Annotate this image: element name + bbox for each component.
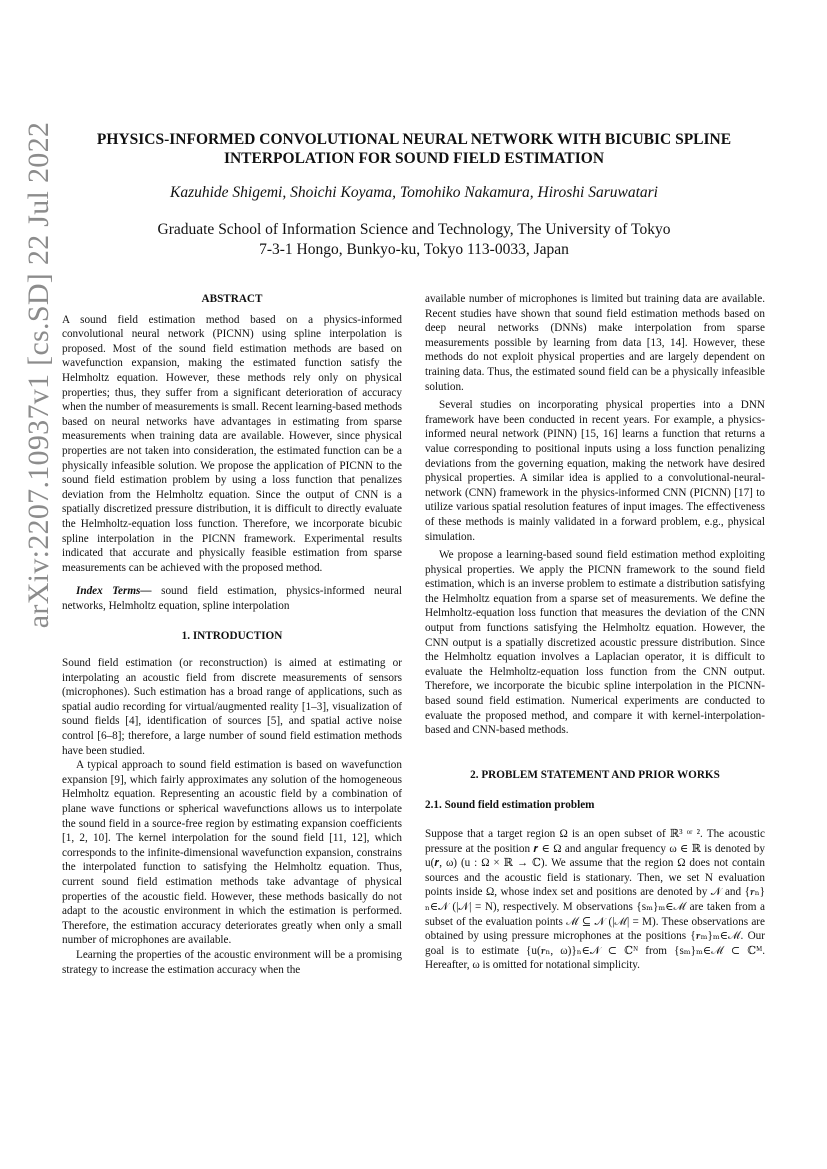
right-column [425,292,765,973]
subsection-2-1-heading: 2.1. Sound field estimation problem [425,799,595,812]
intro-paragraph-4: Several studies on incorporating physical properties into a DNN framework have been conducted in recent years. For example, a physics-informed neural network (PINN) [15, 16] learns a function that returns a value corresponding to positional inputs using a loss function penalizing deviations from the governing equation, making the network have desired physical properties. A similar idea is applied to a convolutional-neural-network (CNN) framework in the physics-informed CNN (PICNN) [17] to utilize various spatial resolution features of input images. The effectiveness of these methods is mainly validated in a forward problem, e.g., physical simulation. [425,399,765,543]
index-terms-label: Index Terms— [76,585,152,598]
intro-paragraph-5: We propose a learning-based sound field estimation method exploiting physical properties. We apply the PICNN framework to the sound field estimation, which is an inverse problem to estimate a distribution satisfying the Helmholtz equation from a sparse set of measurements. We define the Helmholtz-equation loss function that measures the deviation of the CNN output from functions satisfying the Helmholtz equation. However, the CNN output is a spatially discretized acoustic pressure distribution. Since the Helmholtz equation involves a Laplacian operator, it is difficult to evaluate the Helmholtz-equation loss function from the CNN output. Therefore, we incorporate the bicubic spline interpolation in the PICNN-based sound field estimation. Numerical experiments are conducted to evaluate the proposed method, and compare it with kernel-interpolation-based and CNN-based methods. [425,549,765,737]
index-terms [62,584,402,613]
intro-paragraph-3-continued: available number of microphones is limited but training data are available. Recent studies have shown that sound field estimation methods based on deep neural networks (DNNs) make interpolation from sparse measurements possible by learning from data [13, 14]. However, these methods do not exploit physical properties and are largely dependent on training data. Thus, the estimated sound field can be a physically infeasible solution. [425,293,765,393]
intro-paragraph-2: A typical approach to sound field estimation is based on wavefunction expansion [9], which fairly approximates any solution of the homogeneous Helmholtz equation. Representing an acoustic field by a combination of plane wave functions or spherical wavefunctions allows us to interpolate the sound field in a source-free region by estimating expansion coefficients [1, 2, 10]. The kernel interpolation for the sound field [11, 12], which corresponds to the infinite-dimensional wavefunction expansion, constrains the interpolated function to satisfying the Helmholtz equation. Thus, current sound field estimation methods take advantage of physical properties of the acoustic field. However, these methods basically do not adapt to the acoustic environment in which the estimation is performed. Therefore, the estimation accuracy deteriorates greatly when only a small number of microphones are available. [62,759,402,947]
paper-title [62,130,766,168]
authors: Kazuhide Shigemi, Shoichi Koyama, Tomohiko Nakamura, Hiroshi Saruwatari [170,184,658,201]
title-line: INTERPOLATION FOR SOUND FIELD ESTIMATION [223,150,605,167]
abstract-text: A sound field estimation method based on a physics-informed convolutional neural network (PICNN) using spline interpolation is proposed. Most of the sound field estimation methods are based on wavefunction expansion, making the estimated function satisfy the Helmholtz equation. However, these methods rely only on physical properties; thus, they suffer from a significant deterioration of accuracy when the number of measurements is small. Recent learning-based methods based on neural networks have advantages in estimating from sparse measurements when training data are available. However, since physical properties are not taken into consideration, the estimated function can be a physically infeasible solution. We propose the application of PICNN to the sound field estimation problem by using a loss function that penalizes deviation from the Helmholtz equation. Since the output of CNN is a spatially discretized pressure distribution, it is difficult to directly evaluate the Helmholtz-equation loss function. Therefore, we incorporate bicubic spline interpolation in the PICNN framework. Experimental results indicated that accurate and physically feasible estimation from sparse measurements can be achieved with the proposed method. [62,313,402,574]
section-2-heading: 2. PROBLEM STATEMENT AND PRIOR WORKS [470,768,720,781]
introduction-heading: 1. INTRODUCTION [181,630,283,643]
index-terms-text: sound field estimation, physics-informed neural networks, Helmholtz equation, spline interpolation [62,585,402,612]
intro-paragraph-1: Sound field estimation (or reconstruction) is aimed at estimating or interpolating an acoustic field from discrete measurements of sensors (microphones). Such estimation has a broad range of applications, such as spatial audio recording for virtual/augmented reality [1–3], visualization of sound fields [4], identification of sources [5], and spatial active noise control [6–8]; therefore, a large number of sound field estimation methods have been studied. [62,657,402,757]
affiliation-line: Graduate School of Information Science and Technology, The University of Tokyo [157,221,671,238]
title-line: PHYSICS-INFORMED CONVOLUTIONAL NEURAL NETWORK WITH BICUBIC SPLINE [96,131,732,148]
arxiv-identifier: arXiv:2207.10937v1 [cs.SD] 22 Jul 2022 [22,121,55,629]
affiliation-line: 7-3-1 Hongo, Bunkyo-ku, Tokyo 113-0033, Japan [259,241,569,258]
affiliation [62,220,766,260]
intro-paragraph-3: Learning the properties of the acoustic environment will be a promising strategy to increase the estimation accuracy when the [62,948,402,976]
abstract-heading: ABSTRACT [201,293,263,305]
section-2-1-paragraph: Suppose that a target region Ω is an open subset of ℝ³ ᵒʳ ². The acoustic pressure at the position 𝒓 ∈ Ω and angular frequency ω ∈ ℝ is denoted by u(𝒓, ω) (u : Ω × ℝ → ℂ). We assume that the region Ω does not contain sources and the acoustic field is stationary. Then, we set N evaluation points inside Ω, whose index set and positions are denoted by 𝒩 and {𝒓ₙ}ₙ∈𝒩 (|𝒩| = N), respectively. M observations {sₘ}ₘ∈ℳ are taken from a subset of the evaluation points ℳ ⊆ 𝒩 (|ℳ| = M). These observations are obtained by using pressure microphones at the positions {𝒓ₘ}ₘ∈ℳ. Our goal is to estimate {u(𝒓ₙ, ω)}ₙ∈𝒩 ⊂ ℂᴺ from {sₘ}ₘ∈ℳ ⊂ ℂᴹ. Hereafter, ω is omitted for notational simplicity. [425,828,765,972]
left-column [62,292,402,977]
